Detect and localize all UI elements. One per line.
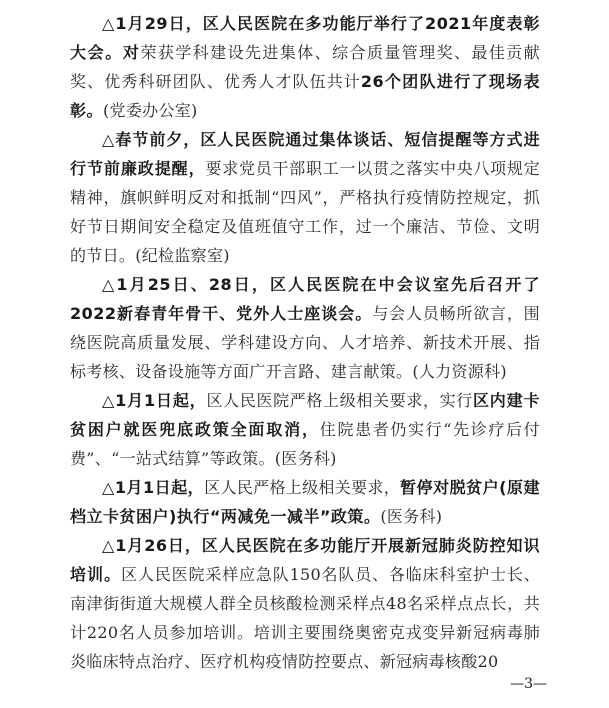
para-bold: △1月1日起， (102, 478, 205, 497)
document-body (70, 9, 540, 676)
paragraph-training (70, 531, 540, 676)
para-source: (医务科) (380, 507, 443, 526)
paragraph-symposium (70, 270, 540, 386)
para-text: 区人民医院采样应急队150名队员、各临床科室护士长、南津街街道大规模人群全员核酸检测采样点48名采样点点长，共计220名人员参加培训。培训主要围绕奥密克戎变异新冠病毒肺炎临床特点治疗、医疗机构疫情防控要点、新冠病毒核酸20 (70, 565, 540, 671)
para-source: (人力资源科) (412, 362, 507, 381)
para-source: (纪检监察室) (135, 246, 230, 265)
paragraph-policy-2 (70, 473, 540, 531)
para-bold: △春节前夕，区人民医院通过集体谈话、短信提醒等方式进行节前廉政提醒， (70, 130, 540, 178)
para-text: 区人民医院严格上级相关要求，实行 (206, 391, 473, 410)
para-source: (党委办公室) (103, 101, 198, 120)
para-bold: △1月26日，区人民医院在多功能厅开展新冠肺炎防控知识培训。 (70, 536, 540, 584)
para-bold: △1月29日，区人民医院在多功能厅举行了2021年度表彰大会。对 (70, 14, 540, 62)
para-bold: △1月25日、28日，区人民医院在中会议室先后召开了2022新春青年骨干、党外人士座谈会。 (70, 275, 540, 323)
paragraph-policy-1 (70, 386, 540, 473)
para-text: 荣获学科建设先进集体、综合质量管理奖、最佳贡献奖、优秀科研团队、优秀人才队伍共计 (70, 43, 540, 91)
para-source: 住院患者仍实行“先诊疗后付费”、“一站式结算”等政策。(医务科) (70, 420, 540, 468)
para-text: 区人民严格上级相关要求， (204, 478, 401, 497)
paragraph-commendation (70, 9, 540, 125)
para-text: 要求党员干部职工一以贯之落实中央八项规定精神，旗帜鲜明反对和抵制“四风”，严格执行疫情防控规定，抓好节日期间安全稳定及值班值守工作，过一个廉洁、节俭、文明的节日。 (70, 159, 540, 265)
para-bold: 区内建卡贫困户就医兜底政策全面取消， (70, 391, 540, 439)
page-number: —3— (510, 676, 547, 692)
para-bold: 暂停对脱贫户(原建档立卡贫困户)执行“两减免一减半”政策。 (70, 478, 540, 526)
paragraph-integrity (70, 125, 540, 270)
para-bold: △1月1日起， (102, 391, 207, 410)
para-text: 与会人员畅所欲言，围绕医院高质量发展、学科建设方向、人才培养、新技术开展、指标考核、设备设施等方面广开言路、建言献策。 (70, 304, 540, 381)
para-bold: 26个团队进行了现场表彰。 (70, 72, 540, 120)
